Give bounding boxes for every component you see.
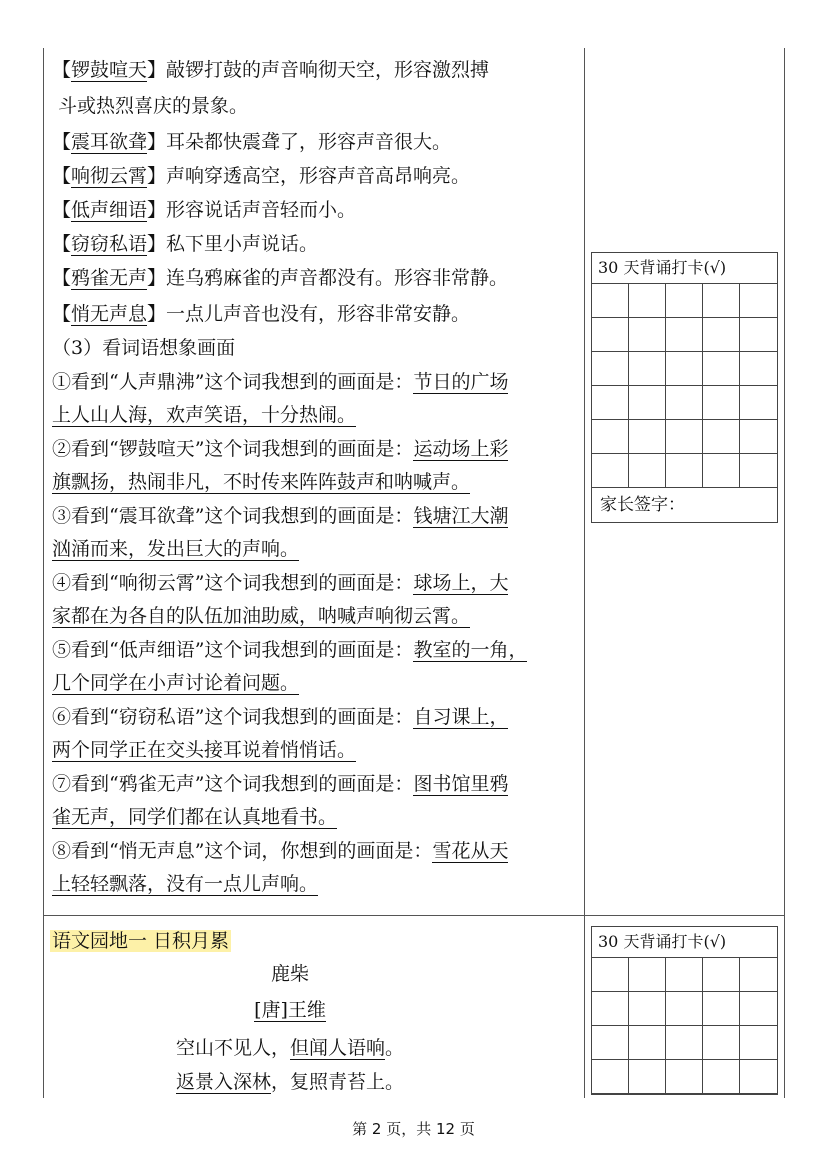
imagery-answer-continued: 雀无声，同学们都在认真地看书。 <box>52 806 338 828</box>
checkin-cell[interactable] <box>740 958 777 992</box>
checkin-cell[interactable] <box>592 352 629 386</box>
idiom-term: 窃窃私语 <box>71 233 148 255</box>
idiom-entry: 【响彻云霄】声响穿透高空，形容声音高昂响亮。 <box>52 165 471 187</box>
page-footer: 第 2 页，共 12 页 <box>352 1120 475 1138</box>
checkin-cell[interactable] <box>592 992 629 1026</box>
imagery-answer: 节日的广场 <box>413 371 509 393</box>
imagery-answer-continued: 汹涌而来，发出巨大的声响。 <box>52 538 300 560</box>
checkin-cell[interactable] <box>666 318 703 352</box>
checkin-cell[interactable] <box>666 958 703 992</box>
idiom-definition: 形容说话声音轻而小。 <box>166 199 357 221</box>
checkin-cell[interactable] <box>740 318 777 352</box>
idiom-definition: 耳朵都快震聋了，形容声音很大。 <box>166 131 452 153</box>
checkin-cell[interactable] <box>703 1026 740 1060</box>
idiom-definition: 连乌鸦麻雀的声音都没有。形容非常静。 <box>166 267 509 289</box>
checkin-cell[interactable] <box>629 352 666 386</box>
imagery-prompt: ②看到“锣鼓喧天”这个词我想到的画面是：运动场上彩 <box>52 438 509 460</box>
idiom-term: 响彻云霄 <box>71 165 148 187</box>
poem-line-2: 返景入深林，复照青苔上。 <box>175 1071 405 1093</box>
checkin-cell[interactable] <box>703 1060 740 1094</box>
checkin-cell[interactable] <box>666 352 703 386</box>
checkin-cell[interactable] <box>629 318 666 352</box>
idiom-term: 锣鼓喧天 <box>71 59 148 81</box>
idiom-term: 鸦雀无声 <box>71 267 148 289</box>
imagery-prompt: ⑥看到“窃窃私语”这个词我想到的画面是：自习课上， <box>52 706 509 728</box>
checkin-cell[interactable] <box>740 352 777 386</box>
idiom-entry: 【窃窃私语】私下里小声说话。 <box>52 233 319 255</box>
imagery-answer: 钱塘江大潮 <box>413 505 509 527</box>
checkin-title: 30 天背诵打卡(√) <box>592 253 777 284</box>
poem-author-line <box>50 998 530 1022</box>
idiom-definition-continued: 斗或热烈喜庆的景象。 <box>58 95 249 117</box>
table-border-right <box>784 48 785 1098</box>
checkin-cell[interactable] <box>629 454 666 488</box>
checkin-cell[interactable] <box>703 958 740 992</box>
imagery-answer-continued: 上轻轻飘落，没有一点儿声响。 <box>52 873 319 895</box>
imagery-answer: 运动场上彩 <box>413 438 509 460</box>
checkin-cell[interactable] <box>740 454 777 488</box>
checkin-cell[interactable] <box>592 284 629 318</box>
idiom-entry: 【鸦雀无声】连乌鸦麻雀的声音都没有。形容非常静。 <box>52 267 509 289</box>
imagery-answer: 教室的一角， <box>413 639 528 661</box>
table-column-divider <box>584 48 585 1098</box>
imagery-answer-continued: 旗飘扬，热闹非凡，不时传来阵阵鼓声和呐喊声。 <box>52 471 471 493</box>
checkin-grid <box>592 958 777 1094</box>
imagery-prompt: ③看到“震耳欲聋”这个词我想到的画面是：钱塘江大潮 <box>52 505 509 527</box>
imagery-answer: 雪花从天 <box>432 840 509 862</box>
checkin-cell[interactable] <box>592 958 629 992</box>
checkin-cell[interactable] <box>629 958 666 992</box>
checkin-cell[interactable] <box>592 1026 629 1060</box>
checkin-cell[interactable] <box>740 1026 777 1060</box>
poem-line-1: 空山不见人，但闻人语响。 <box>175 1037 405 1059</box>
imagery-answer-continued: 上人山人海，欢声笑语，十分热闹。 <box>52 404 357 426</box>
checkin-cell[interactable] <box>703 420 740 454</box>
imagery-prompt: ④看到“响彻云霄”这个词我想到的画面是：球场上，大 <box>52 572 509 594</box>
checkin-cell[interactable] <box>629 1026 666 1060</box>
checkin-cell[interactable] <box>666 386 703 420</box>
section-3-heading: （3）看词语想象画面 <box>52 337 236 359</box>
idiom-term: 低声细语 <box>71 199 148 221</box>
checkin-cell[interactable] <box>666 420 703 454</box>
idiom-entry: 【锣鼓喧天】敲锣打鼓的声音响彻天空，形容激烈搏 <box>52 59 490 81</box>
checkin-cell[interactable] <box>703 318 740 352</box>
imagery-answer-continued: 家都在为各自的队伍加油助威，呐喊声响彻云霄。 <box>52 605 471 627</box>
parent-signature: 家长签字： <box>600 495 685 515</box>
idiom-definition: 私下里小声说话。 <box>166 233 319 255</box>
imagery-answer-continued: 两个同学正在交头接耳说着悄悄话。 <box>52 739 357 761</box>
checkin-cell[interactable] <box>592 318 629 352</box>
imagery-prompt: ①看到“人声鼎沸”这个词我想到的画面是：节日的广场 <box>52 371 509 393</box>
checkin-cell[interactable] <box>592 386 629 420</box>
idiom-term: 震耳欲聋 <box>71 131 148 153</box>
checkin-cell[interactable] <box>740 386 777 420</box>
checkin-cell[interactable] <box>592 454 629 488</box>
section-heading: 语文园地一 日积月累 <box>52 930 230 952</box>
idiom-definition: 声响穿透高空，形容声音高昂响亮。 <box>166 165 471 187</box>
checkin-cell[interactable] <box>740 284 777 318</box>
imagery-prompt: ⑦看到“鸦雀无声”这个词我想到的画面是：图书馆里鸦 <box>52 773 509 795</box>
checkin-cell[interactable] <box>629 420 666 454</box>
poem-author: 王维 <box>287 999 326 1021</box>
poem-title: 鹿柴 <box>270 963 309 985</box>
checkin-cell[interactable] <box>666 1060 703 1094</box>
checkin-cell[interactable] <box>629 386 666 420</box>
table-border-left <box>43 48 44 1098</box>
checkin-cell[interactable] <box>629 1060 666 1094</box>
imagery-prompt: ⑤看到“低声细语”这个词我想到的画面是：教室的一角， <box>52 639 528 661</box>
idiom-entry: 【震耳欲聋】耳朵都快震聋了，形容声音很大。 <box>52 131 452 153</box>
checkin-cell[interactable] <box>703 284 740 318</box>
checkin-card-1 <box>591 252 778 523</box>
imagery-prompt: ⑧看到“悄无声息”这个词，你想到的画面是：雪花从天 <box>52 840 509 862</box>
checkin-cell[interactable] <box>740 992 777 1026</box>
checkin-title: 30 天背诵打卡(√) <box>592 927 777 958</box>
checkin-cell[interactable] <box>740 420 777 454</box>
checkin-card-2 <box>591 926 778 1095</box>
checkin-cell[interactable] <box>740 1060 777 1094</box>
table-row-divider <box>43 915 785 916</box>
checkin-cell[interactable] <box>592 1060 629 1094</box>
checkin-cell[interactable] <box>666 992 703 1026</box>
poem-dynasty: [唐] <box>254 999 288 1021</box>
imagery-answer: 图书馆里鸦 <box>413 773 509 795</box>
checkin-cell[interactable] <box>703 386 740 420</box>
idiom-entry: 【低声细语】形容说话声音轻而小。 <box>52 199 357 221</box>
checkin-cell[interactable] <box>666 454 703 488</box>
idiom-entry: 【悄无声息】一点儿声音也没有，形容非常安静。 <box>52 303 471 325</box>
imagery-answer-continued: 几个同学在小声讨论着问题。 <box>52 672 300 694</box>
imagery-answer: 球场上，大 <box>413 572 509 594</box>
checkin-cell[interactable] <box>703 352 740 386</box>
idiom-definition: 一点儿声音也没有，形容非常安静。 <box>166 303 471 325</box>
checkin-cell[interactable] <box>703 992 740 1026</box>
checkin-cell[interactable] <box>629 284 666 318</box>
checkin-cell[interactable] <box>703 454 740 488</box>
idiom-definition: 敲锣打鼓的声音响彻天空，形容激烈搏 <box>166 59 490 81</box>
checkin-cell[interactable] <box>592 420 629 454</box>
checkin-grid <box>592 284 777 488</box>
checkin-cell[interactable] <box>666 284 703 318</box>
checkin-cell[interactable] <box>629 992 666 1026</box>
idiom-term: 悄无声息 <box>71 303 148 325</box>
checkin-cell[interactable] <box>666 1026 703 1060</box>
imagery-answer: 自习课上， <box>413 706 509 728</box>
